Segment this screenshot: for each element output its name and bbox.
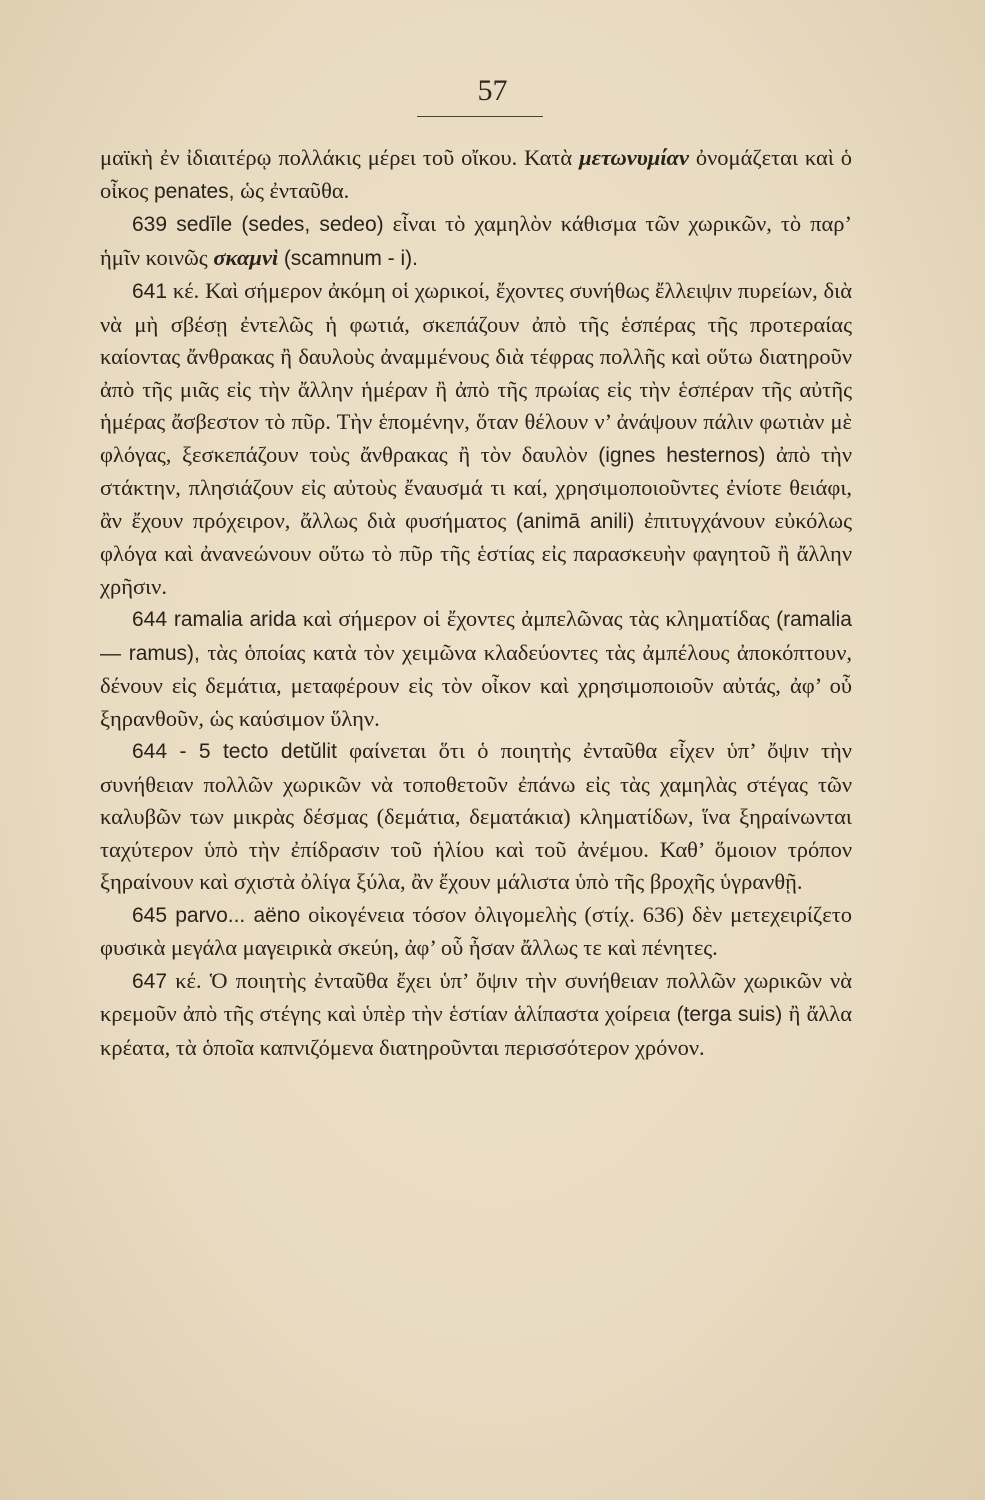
latin-lemma: 639 sedīle (sedes, sedeo) [132,213,384,236]
text-segment: ὡς ἐνταῦθα. [234,177,350,203]
latin-lemma: 644 ramalia arida [132,608,297,631]
latin-term: (scamnum - i). [283,246,418,270]
text-segment: εἶναι τὸ χαμηλὸν κάθισμα τῶν χωρικῶν, τὸ παρ’ ἡμῖν κοινῶς [100,211,852,270]
text-segment: οἰκογένεια τόσον ὀλιγομελὴς (στίχ. 636) δὲν μετεχειρίζετο φυσικὰ μεγάλα μαγειρικὰ σκεύη, ἀφ’ οὗ ἦσαν ἄλλως τε καὶ πένητες. [100,901,852,960]
line-reference: 647 [132,969,168,993]
latin-lemma: 645 parvo... aëno [132,903,301,927]
page-number: 57 [477,74,508,107]
text-segment: μαϊκὴ ἐν ἰδιαιτέρῳ πολλάκις μέρει τοῦ οἴκου. Κατὰ [100,145,580,170]
note-644-5 [100,735,852,899]
text-segment: ὀνομάζεται καὶ ὁ οἶκος [100,145,852,203]
note-647 [100,965,852,1065]
latin-term: (ignes hesternos) [598,443,766,467]
note-644 [100,603,852,735]
text-segment: ἢ ἄλλα κρέατα, τὰ ὁποῖα καπνιζόμενα διατηροῦνται περισσότερον χρόνον. [100,1001,852,1060]
paragraph-continuation [100,142,852,208]
latin-term: (animā anili) [515,509,635,533]
header-rule [417,116,543,117]
latin-term: penates, [153,179,235,203]
text-segment: τὰς ὁποίας κατὰ τὸν χειμῶνα κλαδεύοντες τὰς ἀμπέλους ἀποκόπτουν, δένουν εἰς δεμάτια, μεταφέρουν εἰς τὸν οἶκον καὶ χρησιμοποιοῦν αὐτάς, ἀφ’ οὗ ξηρανθοῦν, ὡς καύσιμον ὕλην. [100,639,852,731]
text-segment: ἀπὸ τὴν στάκτην, πλησιάζουν εἰς αὐτοὺς ἔναυσμά τι καί, χρησιμοποιοῦντες ἐνίοτε θειάφι, ἂν ἔχουν πρόχειρον, ἄλλως διὰ φυσήματος [100,441,852,533]
emphasized-term: σκαμνὶ [213,244,279,270]
emphasized-term: μετωνυμίαν [579,145,689,170]
latin-term: (terga suis) [676,1003,783,1026]
latin-term: (ramalia — ramus), [100,608,852,665]
line-reference: 641 [132,280,168,303]
text-segment: ἐπιτυγχάνουν εὐκόλως φλόγα καὶ ἀνανεώνουν οὕτω τὸ πῦρ τῆς ἑστίας εἰς παρασκευὴν φαγητοῦ ἢ ἄλλην χρῆσιν. [100,507,852,599]
text-segment: κέ. Ὁ ποιητὴς ἐνταῦθα ἔχει ὑπ’ ὄψιν τὴν συνήθειαν πολλῶν χωρικῶν νὰ κρεμοῦν ἀπὸ τῆς στέγης καὶ ὑπὲρ τὴν ἑστίαν ἁλίπαστα χοίρεια [100,967,852,1026]
text-segment: κέ. Καὶ σήμερον ἀκόμη οἱ χωρικοί, ἔχοντες συνήθως ἔλλειψιν πυρείων, διὰ νὰ μὴ σβέσῃ ἐντελῶς ἡ φωτιά, σκεπάζουν ἀπὸ τῆς ἑσπέρας τῆς προτεραίας καίοντας ἄνθρακας ἢ δαυλοὺς ἀναμμένους διὰ τέφρας πολλῆς καὶ οὕτω διατηροῦν ἀπὸ τῆς μιᾶς εἰς τὴν ἄλλην ἡμέραν ἢ ἀπὸ τῆς πρωίας εἰς τὴν ἑσπέραν τῆς αὐτῆς ἡμέρας ἄσβεστον τὸ πῦρ. Τὴν ἑπομένην, ὅταν θέλουν ν’ ἀνάψουν πάλιν φωτιὰν μὲ φλόγας, ξεσκεπάζουν τοὺς ἄνθρακας ἢ τὸν δαυλὸν [100,278,852,467]
note-641 [100,275,852,603]
text-segment: καὶ σήμερον οἱ ἔχοντες ἀμπελῶνας τὰς κληματίδας [296,606,777,631]
commentary-text [100,142,852,1064]
latin-lemma: 644 - 5 tecto detŭlit [132,740,337,763]
text-segment: φαίνεται ὅτι ὁ ποιητὴς ἐνταῦθα εἶχεν ὑπ’ ὄψιν τὴν συνήθειαν πολλῶν χωρικῶν νὰ τοποθετοῦν ἐπάνω εἰς τὰς χαμηλὰς στέγας τῶν καλυβῶν των μικρὰς δέσμας (δεμάτια, δεματάκια) κληματίδων, ἵνα ξηραίνωνται ταχύτερον ὑπὸ τὴν ἐπίδρασιν τοῦ ἡλίου καὶ τοῦ ἀνέμου. Καθ’ ὅμοιον τρόπον ξηραίνουν καὶ σχιστὰ ὀλίγα ξύλα, ἂν ἔχουν μάλιστα ὑπὸ τῆς βροχῆς ὑγρανθῇ. [100,738,852,894]
note-645 [100,899,852,965]
note-639 [100,208,852,275]
